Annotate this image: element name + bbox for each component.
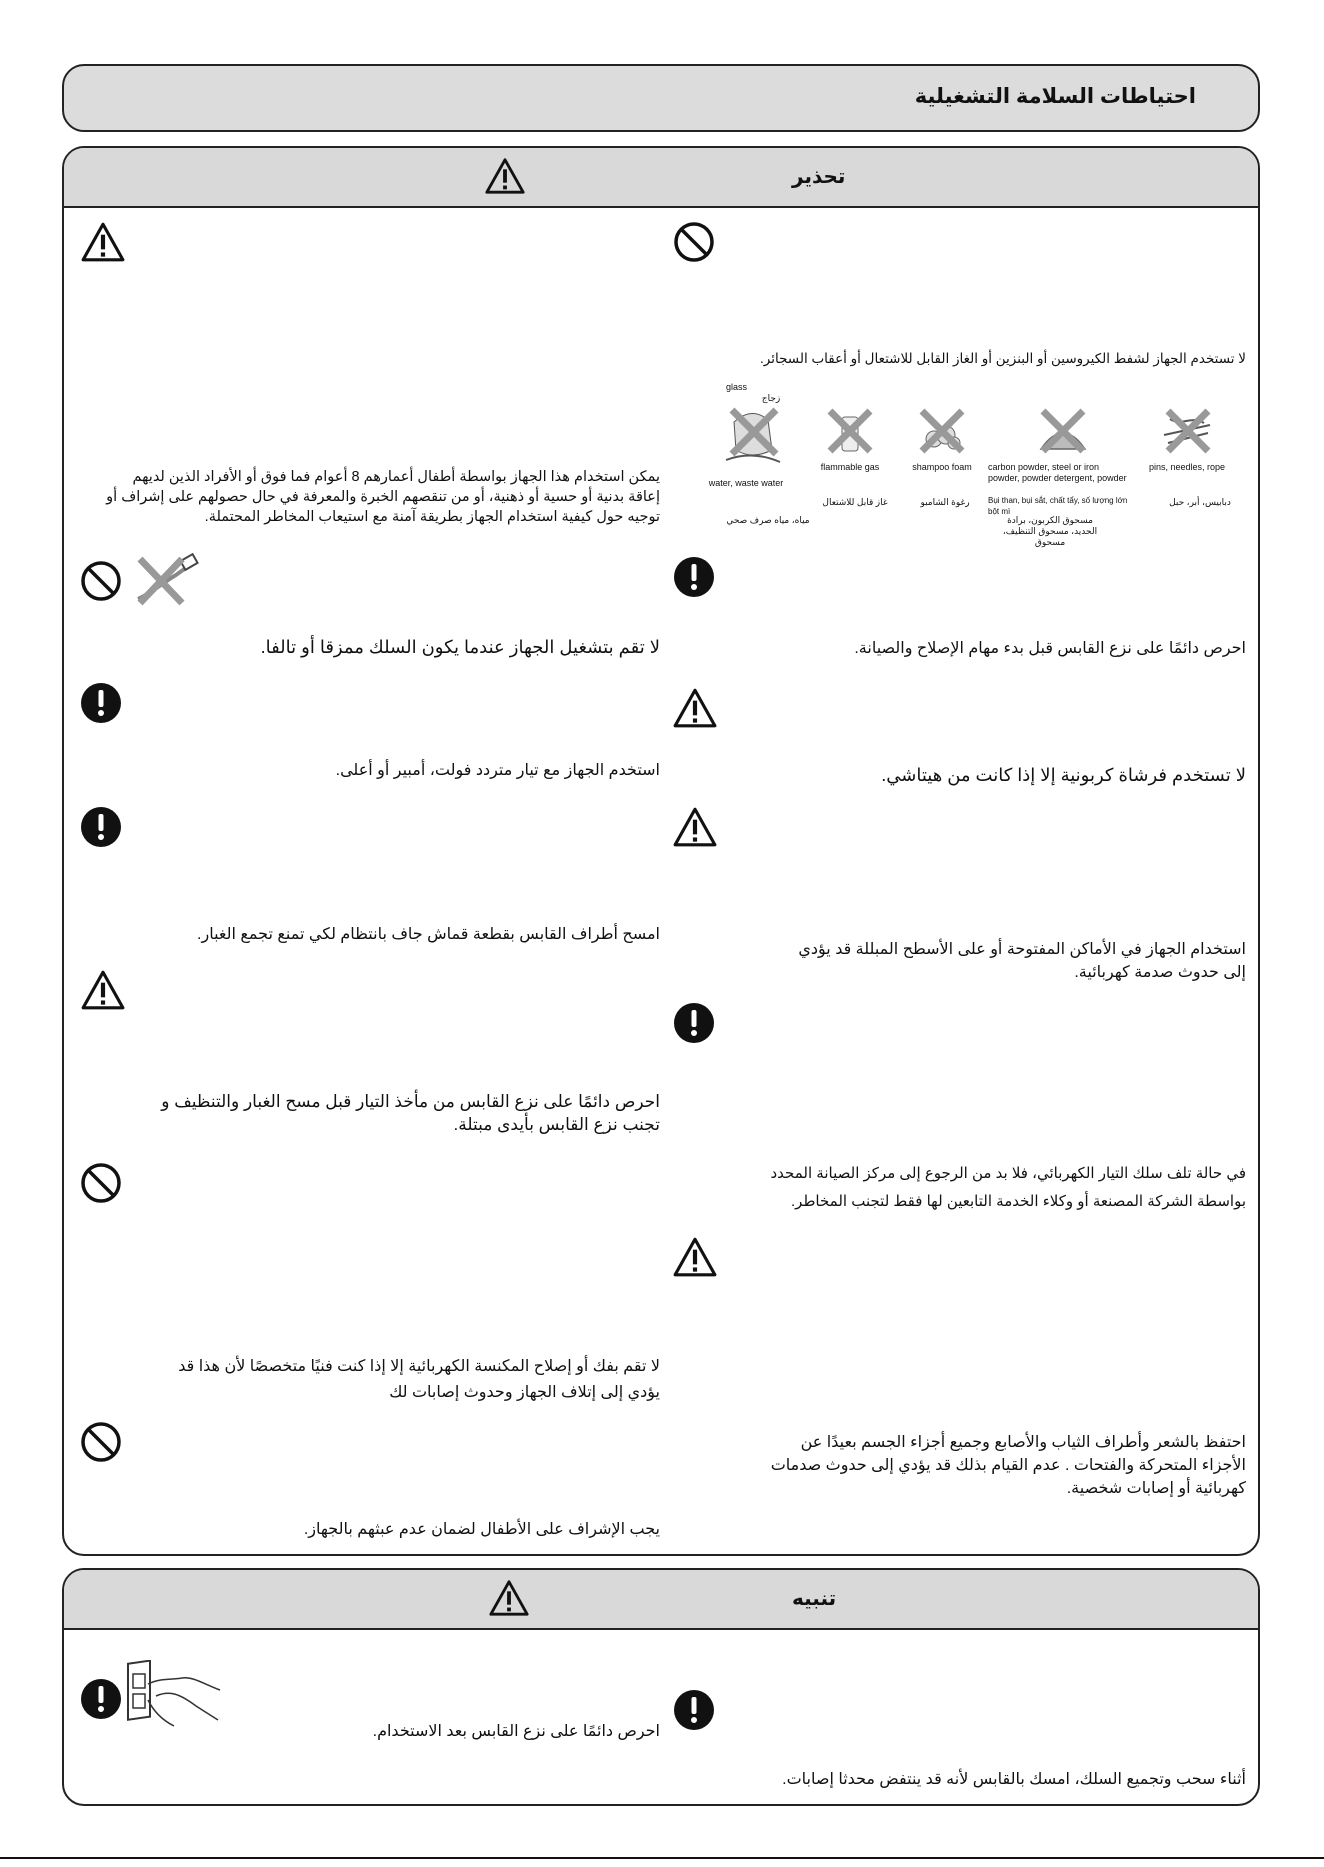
prohibition-icon — [80, 1421, 122, 1463]
caution-right-text: أثناء سحب وتجميع السلك، امسك بالقابس لأنه قد ينتفض محدثا إصابات. — [782, 1771, 1246, 1788]
item-label-ar: زجاج — [761, 393, 781, 403]
warning-right-text-1: لا تستخدم الجهاز لشفط الكيروسين أو البنزين أو الغاز القابل للاشتعال أو أعقاب السجائر. — [760, 351, 1246, 366]
pins-needles-icon — [1160, 405, 1216, 457]
mandatory-exclamation-icon — [80, 806, 122, 848]
warning-left-text-4: امسح أطراف القابس بقطعة قماش جاف بانتظام لكي تمنع تجمع الغبار. — [197, 926, 660, 943]
warning-triangle-icon — [672, 1236, 718, 1278]
warning-header — [64, 148, 1258, 208]
mandatory-exclamation-icon — [673, 1002, 715, 1044]
item-label-ar: غاز قابل للاشتعال — [822, 497, 888, 507]
warning-right-text-6: احتفظ بالشعر وأطراف الثياب والأصابع وجميع أجزاء الجسم بعيدًا عن الأجزاء المتحركة والفتحات . عدم القيام بذلك قد يؤدي إلى حدوث صدمات كهربائية أو إصابات شخصية. — [770, 1434, 1246, 1497]
warning-triangle-icon — [80, 221, 126, 263]
page-title-box — [62, 64, 1260, 132]
carbon-powder-icon — [1035, 405, 1091, 457]
warning-triangle-icon — [80, 969, 126, 1011]
item-label-en: glass — [726, 382, 748, 392]
mandatory-exclamation-icon — [80, 1678, 122, 1720]
water-glass-icon — [722, 402, 786, 468]
caution-left-text: احرص دائمًا على نزع القابس بعد الاستخدام. — [372, 1723, 660, 1740]
warning-triangle-icon — [672, 806, 718, 848]
item-label-en: pins, needles, rope — [1148, 462, 1226, 472]
prohibition-icon — [80, 1162, 122, 1204]
warning-left-text-1: يمكن استخدام هذا الجهاز بواسطة أطفال أعمارهم 8 أعوام فما فوق أو الأفراد الذين لديهم إعاقة بدنية أو حسية أو ذهنية، أو من تنقصهم الخبرة والمعرفة في حال حصولهم على إشراف أو توجيه حول كيفية استخدام الجهاز بطريقة آمنة مع استيعاب المخاطر المحتملة. — [106, 469, 660, 525]
warning-triangle-icon — [488, 1578, 530, 1618]
mandatory-exclamation-icon — [673, 556, 715, 598]
item-label-en: flammable gas — [820, 462, 880, 472]
prohibition-icon — [673, 221, 715, 263]
item-label-vi: Bụi than, bụi sắt, chất tẩy, số lượng lớn bột mì — [988, 496, 1128, 516]
warning-left-text-2: لا تقم بتشغيل الجهاز عندما يكون السلك ممزقا أو تالفا. — [260, 637, 660, 657]
warning-right-text-3: لا تستخدم فرشاة كربونية إلا إذا كانت من هيتاشي. — [881, 765, 1246, 785]
mandatory-exclamation-icon — [673, 1689, 715, 1731]
warning-left-text-3: استخدم الجهاز مع تيار متردد فولت، أمبير أو أعلى. — [335, 762, 660, 779]
damaged-cord-icon — [132, 553, 204, 609]
item-label-en: carbon powder, steel or iron powder, powder detergent, powder — [988, 462, 1127, 483]
warning-left-text-6: لا تقم بفك أو إصلاح المكنسة الكهربائية إلا إذا كنت فنيًا متخصصًا لأن هذا قد يؤدي إلى إتلاف الجهاز وحدوث إصابات لك — [178, 1358, 660, 1401]
caution-header — [64, 1570, 1258, 1630]
item-label-ar: مياه، مياه صرف صحي — [726, 515, 810, 525]
caution-title: تنبيه — [792, 1588, 837, 1610]
item-label-en: shampoo foam — [912, 462, 972, 472]
mandatory-exclamation-icon — [80, 682, 122, 724]
warning-triangle-icon — [484, 156, 526, 196]
bottom-rule — [0, 1857, 1324, 1859]
warning-left-text-7: يجب الإشراف على الأطفال لضمان عدم عبثهم بالجهاز. — [303, 1521, 660, 1538]
page-title: احتياطات السلامة التشغيلية — [914, 85, 1196, 108]
warning-left-text-5: احرص دائمًا على نزع القابس من مأخذ التيار قبل مسح الغبار والتنظيف و تجنب نزع القابس بأيدى مبتلة. — [161, 1092, 660, 1134]
shampoo-foam-icon — [914, 405, 970, 457]
warning-right-text-4: استخدام الجهاز في الأماكن المفتوحة أو على الأسطح المبللة قد يؤدي إلى حدوث صدمة كهربائية. — [798, 941, 1246, 981]
warning-triangle-icon — [672, 687, 718, 729]
warning-title: تحذير — [792, 166, 846, 188]
warning-right-text-5: في حالة تلف سلك التيار الكهربائي، فلا بد من الرجوع إلى مركز الصيانة المحدد بواسطة الشركة المصنعة أو وكلاء الخدمة التابعين لها فقط لتجنب المخاطر. — [770, 1165, 1246, 1210]
prohibition-icon — [80, 560, 122, 602]
warning-right-text-2: احرص دائمًا على نزع القابس قبل بدء مهام الإصلاح والصيانة. — [854, 640, 1246, 657]
item-label-ar: دبابيس، أبر، حبل — [1169, 497, 1231, 507]
item-label-en: water, waste water — [708, 478, 784, 488]
flammable-gas-icon — [822, 405, 878, 457]
item-label-ar: مسحوق الكربون، برادة الحديد، مسحوق التنظيف، مسحوق — [1002, 515, 1098, 547]
item-label-ar: رغوة الشامبو — [920, 497, 970, 507]
